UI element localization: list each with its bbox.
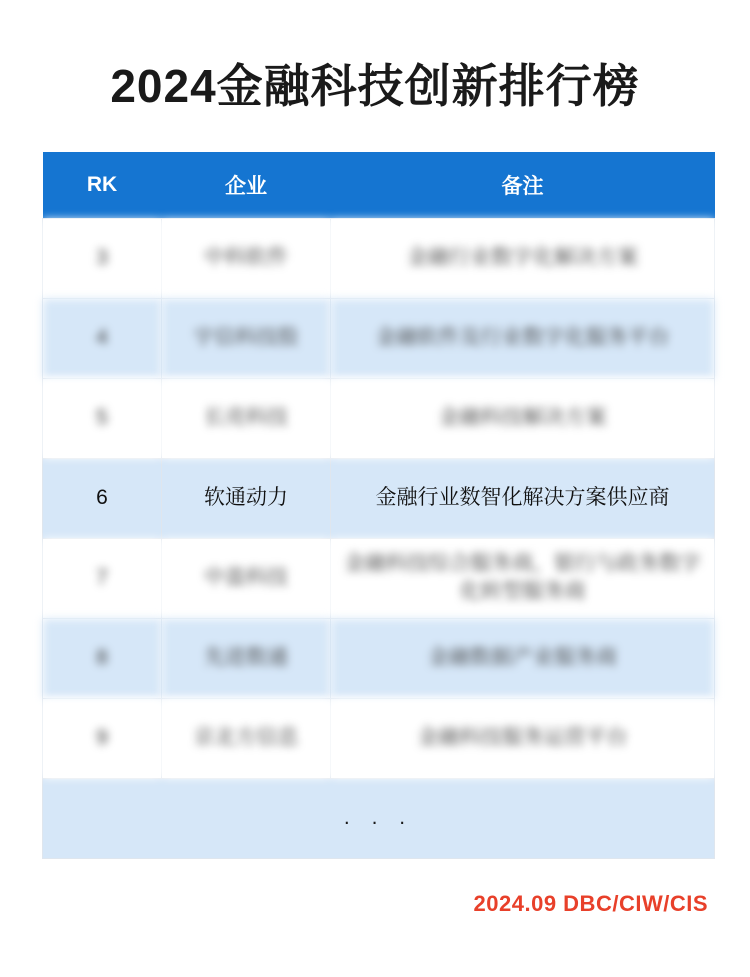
cell-note: 金融科技解决方案 [331,378,715,458]
cell-company: 中科软件 [162,218,331,298]
cell-rank: 6 [43,458,162,538]
cell-rank: 9 [43,698,162,778]
cell-rank: 3 [43,218,162,298]
cell-rank: 8 [43,618,162,698]
cell-company: 京北方信息 [162,698,331,778]
table-row [43,218,715,298]
cell-company: 宇信科技股 [162,298,331,378]
table-header-row [43,152,715,219]
column-header-rank: RK [43,152,162,219]
table-row-ellipsis [43,778,715,858]
cell-note: 金融行业数智化解决方案供应商 [331,458,715,538]
ellipsis-label: . . . [43,778,715,858]
table-body [43,218,715,858]
cell-company: 先进数通 [162,618,331,698]
table-header [43,152,715,219]
cell-company: 长亮科技 [162,378,331,458]
table-row [43,698,715,778]
cell-company: 中盈科技 [162,538,331,618]
table-row-highlighted [43,458,715,538]
table-row [43,538,715,618]
cell-note: 金融行业数字化解决方案 [331,218,715,298]
table-row [43,618,715,698]
cell-note: 金融科技服务运营平台 [331,698,715,778]
ranking-table [42,152,715,859]
cell-note: 金融数据产业服务商 [331,618,715,698]
cell-company: 软通动力 [162,458,331,538]
column-header-note: 备注 [331,152,715,219]
cell-rank: 7 [43,538,162,618]
cell-rank: 5 [43,378,162,458]
table-row [43,298,715,378]
cell-rank: 4 [43,298,162,378]
ranking-table-wrapper [42,152,708,859]
footer-source: 2024.09 DBC/CIW/CIS [473,891,708,916]
table-row [43,378,715,458]
page-title: 2024金融科技创新排行榜 [110,60,640,112]
column-header-company: 企业 [162,152,331,219]
cell-note: 金融软件及行业数字化服务平台 [331,298,715,378]
cell-note: 金融科技综合服务商，银行与政务数字化转型服务商 [331,538,715,618]
